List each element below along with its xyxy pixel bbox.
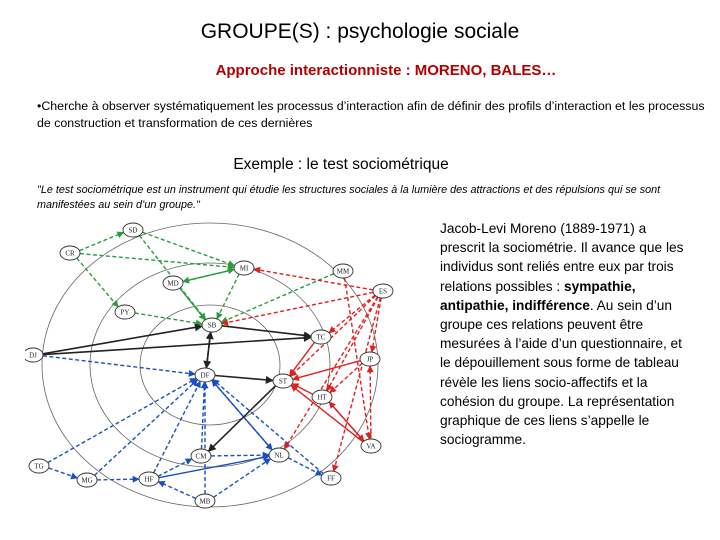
sociogram-node-label: HT bbox=[317, 393, 327, 402]
sociogram-edge-dj-df bbox=[43, 356, 195, 374]
slide-title: GROUPE(S) : psychologie sociale bbox=[200, 20, 520, 43]
slide-subtitle: Approche interactionniste : MORENO, BALES… bbox=[215, 62, 557, 79]
sociogram-node-md bbox=[163, 276, 183, 290]
sociogram-edge-ht-va bbox=[329, 402, 364, 441]
sociogram-node-label: NL bbox=[274, 451, 284, 460]
sociogram-node-mi bbox=[234, 261, 254, 275]
sociogram-edge-va-jp bbox=[370, 366, 371, 439]
sociogram-edge-tg-mg bbox=[49, 468, 78, 478]
sociogram-node-es bbox=[373, 284, 393, 298]
sociogram-node-sd bbox=[123, 223, 143, 237]
sociogram-node-label: ST bbox=[278, 377, 288, 386]
sociogram-edge-sb-tc bbox=[222, 326, 311, 336]
intro-bullet: •Cherche à observer systématiquement les processus d’interaction afin de définir des profils d’interaction et les processus de construction et transformation de ces dernières bbox=[37, 99, 705, 130]
sociogram-node-label: FF bbox=[327, 474, 335, 483]
sociogram-edge-tc-st bbox=[290, 342, 315, 375]
sociogram-edge-hf-cm bbox=[158, 459, 192, 476]
sociogram-edge-py-sb bbox=[135, 313, 202, 324]
sociogram-node-label: ES bbox=[378, 287, 388, 296]
sociogram-node-ff bbox=[321, 471, 341, 485]
sociogram-edge-cm-nl bbox=[211, 455, 269, 456]
sociogram-node-label: PY bbox=[120, 308, 130, 317]
sociogram-node-sb bbox=[202, 318, 222, 332]
moreno-relations-bold: sympathie, antipathie, indifférence bbox=[440, 278, 636, 313]
sociogram-diagram bbox=[25, 213, 430, 513]
sociogram-node-cr bbox=[60, 246, 80, 260]
example-heading: Exemple : le test sociométrique bbox=[233, 156, 449, 173]
moreno-text-part1: Jacob-Levi Moreno (1889-1971) a prescrit la sociométrie. Il avance que les individus sont reliés entre eux par trois relations possibles : bbox=[440, 221, 684, 294]
definition-quote: "Le test sociométrique est un instrument qui étudie les structures sociales à la lumière des attractions et des répulsions qui se sont manifestées au sein d’un groupe." bbox=[37, 184, 661, 211]
sociogram-node-label: MM bbox=[336, 267, 350, 276]
sociogram-node-jp bbox=[360, 352, 380, 366]
sociogram-node-label: DJ bbox=[29, 351, 37, 360]
sociogram-node-label: DF bbox=[200, 371, 210, 380]
sociogram-node-label: JP bbox=[366, 355, 374, 364]
sociogram-node-label: MD bbox=[167, 279, 179, 288]
sociogram-edge-cm-df bbox=[202, 382, 205, 449]
sociogram-edge-es-mi bbox=[254, 269, 373, 290]
sociogram-nodes bbox=[25, 223, 393, 508]
sociogram-edge-nl-ff bbox=[288, 458, 322, 475]
sociogram-edge-jp-st bbox=[293, 361, 361, 380]
sociogram-node-label: VA bbox=[366, 442, 376, 451]
sociogram-edge-sd-mi bbox=[143, 232, 235, 265]
sociogram-edge-cr-mi bbox=[80, 254, 234, 268]
sociogram-node-df bbox=[195, 368, 215, 382]
sociogram-node-label: HF bbox=[144, 475, 154, 484]
sociogram-node-dj bbox=[25, 348, 43, 362]
sociogram-edge-cr-py bbox=[77, 258, 118, 307]
sociogram-node-py bbox=[115, 305, 135, 319]
sociogram-node-mm bbox=[333, 264, 353, 278]
sociogram-edge-mi-sb bbox=[217, 274, 239, 319]
sociogram-node-label: SB bbox=[207, 321, 217, 330]
sociogram-node-st bbox=[273, 374, 293, 388]
sociogram-node-tc bbox=[311, 330, 331, 344]
sociogram-edge-mg-df bbox=[95, 380, 198, 476]
sociogram-node-mg bbox=[77, 473, 97, 487]
moreno-paragraph bbox=[440, 219, 692, 449]
sociogram-node-mb bbox=[195, 494, 215, 508]
sociogram-edge-tg-df bbox=[48, 378, 196, 462]
sociogram-node-label: CM bbox=[195, 452, 207, 461]
sociogram-node-nl bbox=[269, 448, 289, 462]
sociogram-node-hf bbox=[139, 472, 159, 486]
sociogram-node-va bbox=[361, 439, 381, 453]
sociogram-edge-mg-hf bbox=[97, 479, 139, 480]
sociogram-edge-es-nl bbox=[284, 297, 377, 449]
sociogram-edge-cr-sd bbox=[79, 232, 123, 250]
sociogram-edge-dj-tc bbox=[43, 337, 311, 354]
sociogram-node-label: CR bbox=[65, 249, 75, 258]
sociogram-edge-df-st bbox=[215, 376, 273, 381]
sociogram-node-label: MI bbox=[239, 264, 249, 273]
sociogram-node-label: MB bbox=[199, 497, 211, 506]
sociogram-node-tg bbox=[29, 459, 49, 473]
sociogram-node-label: MG bbox=[81, 476, 93, 485]
sociogram-node-ht bbox=[312, 390, 332, 404]
sociogram-edge-mb-hf bbox=[158, 482, 195, 499]
sociogram-node-cm bbox=[191, 449, 211, 463]
sociogram-edge-mb-nl bbox=[214, 459, 271, 498]
sociogram-edge-df-sb bbox=[206, 332, 210, 368]
moreno-text-part2: . Au sein d’un groupe ces relations peuvent être mesurées à l’aide d’un questionnaire, et le dépouillement sous forme de tableau révèle les liens socio-affectifs et la cohésion du groupe. La représentation graphique de ces liens s’appelle le sociogramme. bbox=[440, 297, 682, 448]
sociogram-node-label: SD bbox=[128, 226, 138, 235]
sociogram-node-label: TG bbox=[34, 462, 44, 471]
sociogram-node-label: TC bbox=[316, 333, 326, 342]
sociogram-ring-2 bbox=[90, 263, 330, 467]
